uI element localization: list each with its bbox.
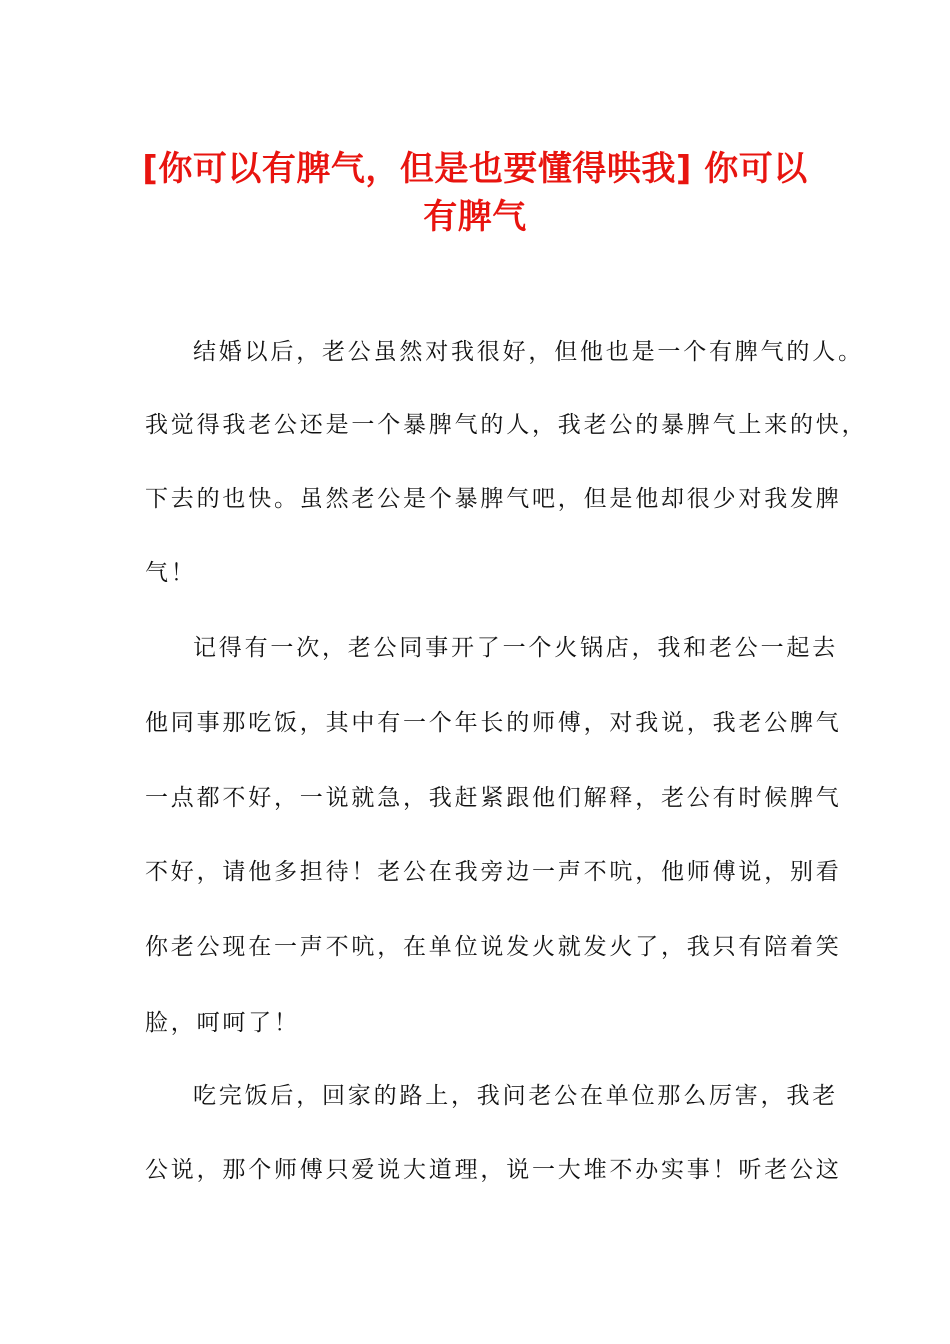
paragraph-1-line-3: 下去的也快。虽然老公是个暴脾气吧，但是他却很少对我发脾	[145, 486, 842, 512]
document-title	[140, 145, 810, 241]
paragraph-2-line-5: 你老公现在一声不吭，在单位说发火就发火了，我只有陪着笑	[145, 934, 842, 960]
title-line-1: [你可以有脾气，但是也要懂得哄我] 你可以	[142, 149, 808, 189]
paragraph-1-line-4: 气！	[145, 560, 197, 586]
paragraph-2-line-6: 脸，呵呵了！	[145, 1010, 300, 1036]
paragraph-2-line-2: 他同事那吃饭，其中有一个年长的师傅，对我说，我老公脾气	[145, 710, 842, 736]
paragraph-2-line-4: 不好，请他多担待！老公在我旁边一声不吭，他师傅说，别看	[145, 859, 842, 885]
paragraph-1-line-2: 我觉得我老公还是一个暴脾气的人，我老公的暴脾气上来的快，	[145, 412, 868, 438]
title-line-2: 有脾气	[423, 197, 527, 237]
paragraph-3-line-1: 吃完饭后，回家的路上，我问老公在单位那么厉害，我老	[193, 1083, 838, 1109]
paragraph-1-line-1: 结婚以后，老公虽然对我很好，但他也是一个有脾气的人。	[193, 339, 864, 365]
paragraph-2-line-1: 记得有一次，老公同事开了一个火锅店，我和老公一起去	[193, 635, 838, 661]
paragraph-2-line-3: 一点都不好，一说就急，我赶紧跟他们解释，老公有时候脾气	[145, 785, 842, 811]
paragraph-3-line-2: 公说，那个师傅只爱说大道理，说一大堆不办实事！听老公这	[145, 1157, 842, 1183]
